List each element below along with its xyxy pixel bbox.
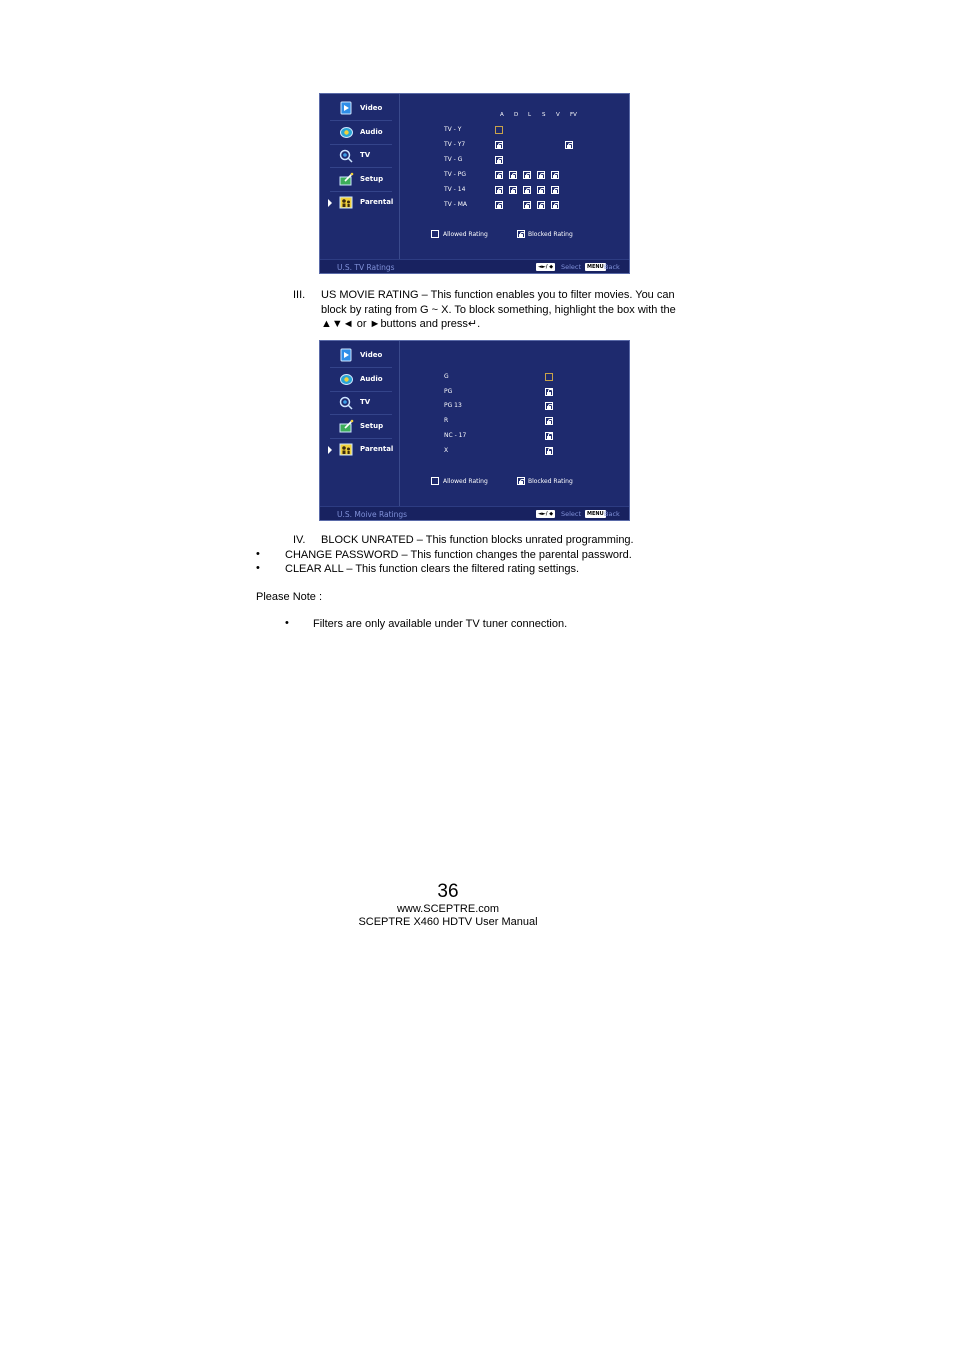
menu-divider bbox=[330, 191, 392, 192]
blocked-lock-icon[interactable] bbox=[545, 402, 553, 410]
column-header-d: D bbox=[514, 112, 519, 118]
menu-key-icon: MENU bbox=[587, 264, 604, 270]
sidebar-item-label: Video bbox=[360, 104, 383, 112]
sidebar-item-video[interactable] bbox=[320, 100, 400, 120]
settings-sidebar bbox=[320, 94, 400, 260]
sidebar-item-label: TV bbox=[360, 398, 371, 406]
allowed-checkbox[interactable] bbox=[545, 373, 553, 381]
rating-label: TV - G bbox=[444, 156, 463, 163]
tv-icon bbox=[339, 395, 354, 410]
blocked-lock-icon[interactable] bbox=[495, 141, 503, 149]
blocked-lock-icon[interactable] bbox=[523, 186, 531, 194]
sidebar-item-setup[interactable] bbox=[320, 418, 400, 438]
footer-website: www.SCEPTRE.com bbox=[396, 903, 500, 915]
select-hint: Select bbox=[561, 510, 582, 518]
sidebar-item-label: Parental bbox=[360, 445, 394, 453]
blocked-lock-icon[interactable] bbox=[545, 417, 553, 425]
blocked-lock-icon[interactable] bbox=[523, 201, 531, 209]
rating-label: X bbox=[444, 446, 449, 454]
sidebar-item-label: TV bbox=[360, 151, 371, 159]
sidebar-item-label: Parental bbox=[360, 198, 394, 206]
allowed-checkbox[interactable] bbox=[495, 126, 503, 134]
blocked-lock-icon[interactable] bbox=[551, 186, 559, 194]
note-bullet: • bbox=[285, 617, 289, 629]
blocked-lock-icon[interactable] bbox=[545, 432, 553, 440]
blocked-lock-icon[interactable] bbox=[551, 201, 559, 209]
blocked-rating-lock-icon bbox=[517, 230, 525, 238]
rating-label: TV - MA bbox=[444, 201, 468, 208]
allowed-rating-swatch bbox=[431, 477, 439, 485]
blocked-lock-icon[interactable] bbox=[495, 201, 503, 209]
note-heading: Please Note : bbox=[256, 591, 323, 603]
item3-line3: ▲▼◄ or ►buttons and press↵. bbox=[321, 318, 481, 330]
rating-label: TV - Y7 bbox=[444, 141, 466, 148]
clear-all-text: CLEAR ALL – This function clears the filtered rating settings. bbox=[285, 563, 580, 575]
back-hint: Back bbox=[604, 510, 620, 518]
blocked-lock-icon[interactable] bbox=[537, 186, 545, 194]
blocked-lock-icon[interactable] bbox=[523, 171, 531, 179]
rating-label: G bbox=[444, 373, 449, 380]
note-text: Filters are only available under TV tuner connection. bbox=[313, 618, 568, 630]
blocked-lock-icon[interactable] bbox=[509, 171, 517, 179]
item4-number: IV. bbox=[293, 534, 306, 546]
sidebar-item-label: Setup bbox=[360, 174, 384, 183]
rating-label: PG bbox=[444, 387, 453, 395]
nav-keys-icon: ◄►/ ◆ bbox=[538, 264, 554, 270]
screen-title: U.S. TV Ratings bbox=[337, 263, 395, 272]
blocked-lock-icon[interactable] bbox=[545, 447, 553, 455]
item3-line1: US MOVIE RATING – This function enables you to filter movies. You can bbox=[321, 289, 675, 301]
video-icon bbox=[339, 101, 354, 116]
sidebar-item-audio[interactable] bbox=[320, 124, 400, 144]
blocked-lock-icon[interactable] bbox=[495, 171, 503, 179]
parental-icon bbox=[339, 195, 354, 210]
setup-icon bbox=[339, 419, 354, 434]
column-header-l: L bbox=[528, 112, 532, 118]
setup-icon bbox=[339, 172, 354, 187]
blocked-lock-icon[interactable] bbox=[537, 201, 545, 209]
menu-divider bbox=[330, 144, 392, 145]
rating-label: R bbox=[444, 417, 449, 425]
blocked-lock-icon[interactable] bbox=[537, 171, 545, 179]
rating-label: TV - PG bbox=[444, 171, 467, 178]
sidebar-item-label: Video bbox=[360, 351, 383, 359]
blocked-lock-icon[interactable] bbox=[551, 171, 559, 179]
blocked-lock-icon[interactable] bbox=[509, 186, 517, 194]
menu-divider bbox=[330, 414, 392, 415]
selected-arrow-icon bbox=[328, 199, 332, 207]
tv-ratings-screen bbox=[319, 93, 630, 274]
allowed-rating-label: Allowed Rating bbox=[443, 478, 488, 485]
sidebar-item-label: Audio bbox=[360, 374, 383, 383]
menu-key-icon: MENU bbox=[587, 511, 604, 517]
column-header-s: S bbox=[542, 112, 546, 118]
tv-icon bbox=[339, 148, 354, 163]
rating-label: PG 13 bbox=[444, 402, 462, 410]
rating-label: TV - 14 bbox=[444, 186, 466, 193]
selected-arrow-icon bbox=[328, 446, 332, 454]
sidebar-item-label: Audio bbox=[360, 127, 383, 136]
blocked-lock-icon[interactable] bbox=[565, 141, 573, 149]
item3-line2: block by rating from G ~ X. To block something, highlight the box with the bbox=[321, 304, 676, 316]
menu-divider bbox=[330, 438, 392, 439]
sidebar-item-parental[interactable] bbox=[320, 194, 400, 214]
blocked-lock-icon[interactable] bbox=[495, 156, 503, 164]
movie-ratings-screen bbox=[319, 340, 630, 521]
menu-divider bbox=[330, 120, 392, 121]
allowed-rating-label: Allowed Rating bbox=[443, 231, 488, 238]
back-hint: Back bbox=[604, 263, 620, 271]
blocked-lock-icon[interactable] bbox=[495, 186, 503, 194]
footer-manual-title: SCEPTRE X460 HDTV User Manual bbox=[358, 916, 538, 928]
bullet-1: • bbox=[256, 548, 260, 560]
blocked-rating-label: Blocked Rating bbox=[528, 478, 573, 485]
allowed-rating-swatch bbox=[431, 230, 439, 238]
settings-sidebar bbox=[320, 341, 400, 507]
select-hint: Select bbox=[561, 263, 582, 271]
sidebar-item-tv[interactable] bbox=[320, 147, 400, 167]
page-number: 36 bbox=[437, 881, 459, 902]
sidebar-item-label: Setup bbox=[360, 421, 384, 430]
menu-divider bbox=[330, 391, 392, 392]
blocked-lock-icon[interactable] bbox=[545, 388, 553, 396]
item4-text: BLOCK UNRATED – This function blocks unrated programming. bbox=[321, 534, 634, 546]
blocked-rating-lock-icon bbox=[517, 477, 525, 485]
parental-icon bbox=[339, 442, 354, 457]
sidebar-item-tv[interactable] bbox=[320, 394, 400, 414]
sidebar-item-parental[interactable] bbox=[320, 441, 400, 461]
menu-divider bbox=[330, 367, 392, 368]
screen-footer bbox=[320, 506, 629, 520]
audio-icon bbox=[339, 125, 354, 140]
column-header-a: A bbox=[500, 112, 504, 118]
menu-divider bbox=[330, 167, 392, 168]
rating-label: NC - 17 bbox=[444, 431, 467, 439]
video-icon bbox=[339, 348, 354, 363]
sidebar-item-audio[interactable] bbox=[320, 371, 400, 391]
column-header-fv: FV bbox=[570, 112, 577, 118]
nav-keys-icon: ◄►/ ◆ bbox=[538, 511, 554, 517]
screen-title: U.S. Moive Ratings bbox=[337, 510, 408, 519]
bullet-2: • bbox=[256, 562, 260, 574]
sidebar-item-video[interactable] bbox=[320, 347, 400, 367]
column-header-v: V bbox=[556, 112, 560, 118]
sidebar-item-setup[interactable] bbox=[320, 171, 400, 191]
rating-label: TV - Y bbox=[444, 126, 462, 133]
change-password-text: CHANGE PASSWORD – This function changes the parental password. bbox=[285, 549, 632, 561]
item3-number: III. bbox=[293, 289, 306, 301]
audio-icon bbox=[339, 372, 354, 387]
screen-footer bbox=[320, 259, 629, 273]
blocked-rating-label: Blocked Rating bbox=[528, 231, 573, 238]
